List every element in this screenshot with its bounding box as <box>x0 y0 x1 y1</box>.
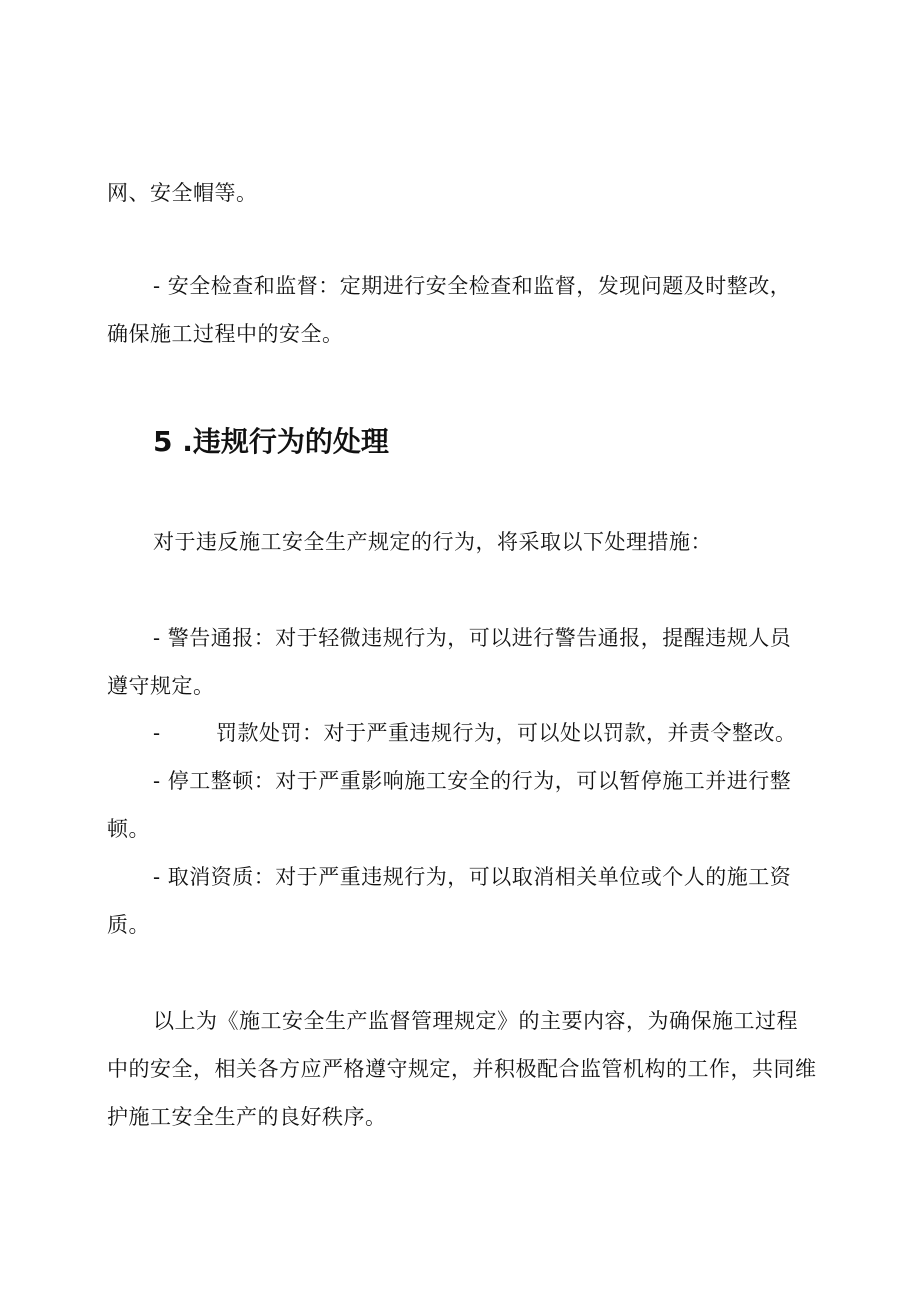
section-heading: 5 .违规行为的处理 <box>153 425 389 458</box>
conclusion-line1: 以上为《施工安全生产监督管理规定》的主要内容，为确保施工过程 <box>153 1009 798 1033</box>
list-item-warning-line1: - 警告通报：对于轻微违规行为，可以进行警告通报，提醒违规人员 <box>153 626 792 650</box>
list-item-inspection-line1: - 安全检查和监督：定期进行安全检查和监督，发现问题及时整改， <box>153 274 792 298</box>
list-item-suspension-line1: - 停工整顿：对于严重影响施工安全的行为，可以暂停施工并进行整 <box>153 769 792 793</box>
list-item-fine-line1: 罚款处罚：对于严重违规行为，可以处以罚款，并责令整改。 <box>216 721 797 745</box>
conclusion-line3: 护施工安全生产的良好秩序。 <box>107 1105 387 1129</box>
conclusion-line2: 中的安全，相关各方应严格遵守规定，并积极配合监管机构的工作，共同维 <box>107 1057 817 1081</box>
list-item-inspection-line2: 确保施工过程中的安全。 <box>107 322 344 346</box>
section-intro: 对于违反施工安全生产规定的行为，将采取以下处理措施： <box>153 530 712 554</box>
list-item-revocation-line1: - 取消资质：对于严重违规行为，可以取消相关单位或个人的施工资 <box>153 865 792 889</box>
paragraph-continuation: 网、安全帽等。 <box>107 181 258 205</box>
list-item-fine-dash: - <box>153 721 161 745</box>
list-item-revocation-line2: 质。 <box>107 913 150 937</box>
list-item-suspension-line2: 顿。 <box>107 817 150 841</box>
list-item-warning-line2: 遵守规定。 <box>107 674 215 698</box>
